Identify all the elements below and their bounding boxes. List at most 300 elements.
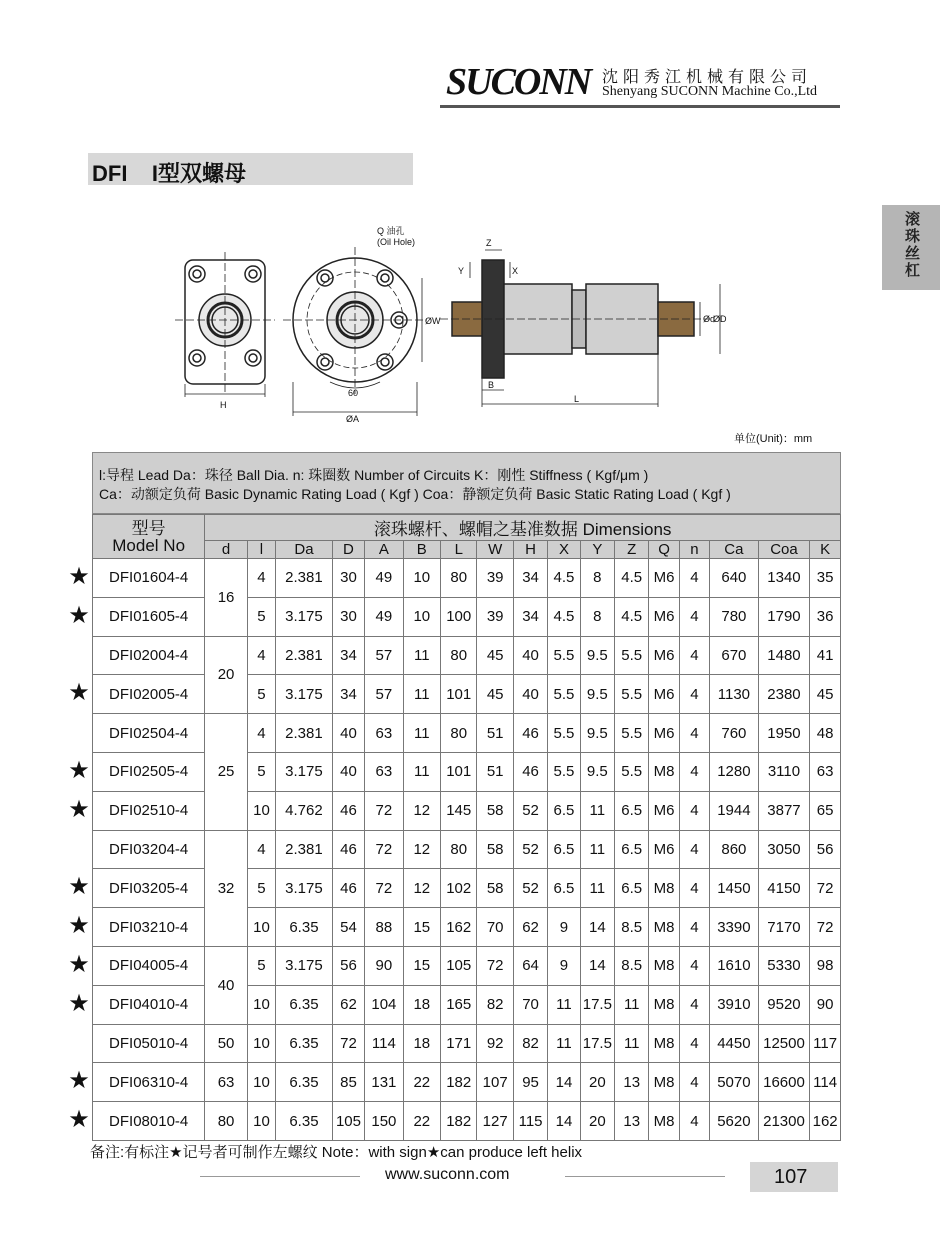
value-cell: 30 — [332, 597, 364, 636]
oil-hole-label-en: (Oil Hole) — [377, 237, 416, 247]
value-cell: 36 — [810, 597, 841, 636]
value-cell: 11 — [548, 985, 580, 1024]
value-cell: 105 — [332, 1102, 364, 1141]
d-cell: 32 — [205, 830, 247, 946]
table-row — [93, 1102, 841, 1141]
value-cell: M6 — [649, 714, 679, 753]
value-cell: 40 — [332, 714, 364, 753]
value-cell: 4 — [679, 559, 709, 598]
dim-outer-d-label: ØD — [713, 314, 727, 324]
value-cell: 114 — [365, 1024, 403, 1063]
value-cell: 115 — [513, 1102, 547, 1141]
value-cell: 4 — [679, 1063, 709, 1102]
value-cell: 15 — [403, 946, 440, 985]
value-cell: 72 — [810, 908, 841, 947]
value-cell: 10 — [247, 908, 275, 947]
value-cell: 8.5 — [615, 946, 649, 985]
value-cell: 14 — [548, 1063, 580, 1102]
footer-divider-right — [565, 1176, 725, 1177]
value-cell: 64 — [513, 946, 547, 985]
value-cell: 11 — [615, 1024, 649, 1063]
value-cell: 39 — [477, 559, 513, 598]
left-helix-star-icon: ★ — [68, 1106, 90, 1134]
nut-profile-view — [440, 250, 720, 407]
d-cell: 80 — [205, 1102, 247, 1141]
dim-d-label: Ød — [703, 314, 716, 324]
value-cell: 131 — [365, 1063, 403, 1102]
value-cell: 11 — [403, 714, 440, 753]
value-cell: 80 — [441, 830, 477, 869]
company-name-cn: 沈阳秀江机械有限公司 — [602, 67, 813, 86]
value-cell: 11 — [403, 636, 440, 675]
section-title-bar — [88, 153, 413, 185]
value-cell: 34 — [332, 636, 364, 675]
oil-hole-label-cn: Q 油孔 — [377, 226, 405, 236]
value-cell: 88 — [365, 908, 403, 947]
table-row — [93, 791, 841, 830]
table-row — [93, 752, 841, 791]
dim-l-label: L — [574, 394, 580, 404]
value-cell: M6 — [649, 636, 679, 675]
value-cell: 4 — [247, 714, 275, 753]
value-cell: 4 — [679, 908, 709, 947]
value-cell: 182 — [441, 1102, 477, 1141]
value-cell: 46 — [513, 714, 547, 753]
model-cell: DFI08010-4 — [93, 1102, 205, 1141]
d-cell: 16 — [205, 559, 247, 637]
value-cell: 5.5 — [615, 752, 649, 791]
value-cell: 72 — [332, 1024, 364, 1063]
value-cell: 12 — [403, 791, 440, 830]
value-cell: 54 — [332, 908, 364, 947]
value-cell: 63 — [810, 752, 841, 791]
table-row — [93, 908, 841, 947]
value-cell: 65 — [810, 791, 841, 830]
left-helix-star-icon: ★ — [68, 563, 90, 590]
value-cell: 9.5 — [580, 752, 614, 791]
value-cell: 5330 — [758, 946, 810, 985]
value-cell: 5 — [247, 752, 275, 791]
model-cell: DFI04010-4 — [93, 985, 205, 1024]
value-cell: M8 — [649, 946, 679, 985]
value-cell: 4 — [679, 1024, 709, 1063]
value-cell: 70 — [477, 908, 513, 947]
value-cell: 114 — [810, 1063, 841, 1102]
value-cell: 49 — [365, 559, 403, 598]
value-cell: 85 — [332, 1063, 364, 1102]
value-cell: 11 — [580, 791, 614, 830]
value-cell: 52 — [513, 830, 547, 869]
value-cell: 1610 — [710, 946, 759, 985]
value-cell: 101 — [441, 675, 477, 714]
value-cell: 6.5 — [615, 869, 649, 908]
technical-drawing — [170, 222, 730, 422]
value-cell: 14 — [580, 946, 614, 985]
value-cell: 3110 — [758, 752, 810, 791]
value-cell: 9.5 — [580, 675, 614, 714]
value-cell: 3.175 — [276, 946, 333, 985]
value-cell: 20 — [580, 1063, 614, 1102]
dim-x-label: X — [512, 266, 519, 276]
value-cell: 4 — [679, 985, 709, 1024]
value-cell: 6.5 — [548, 791, 580, 830]
value-cell: 72 — [365, 791, 403, 830]
value-cell: 127 — [477, 1102, 513, 1141]
value-cell: 52 — [513, 791, 547, 830]
company-logo — [442, 60, 842, 110]
table-row — [93, 714, 841, 753]
value-cell: 4 — [247, 830, 275, 869]
dim-z-label: Z — [486, 238, 492, 248]
value-cell: 6.5 — [548, 830, 580, 869]
value-cell: 1480 — [758, 636, 810, 675]
value-cell: 2.381 — [276, 714, 333, 753]
table-row — [93, 636, 841, 675]
value-cell: 11 — [580, 869, 614, 908]
table-row — [93, 675, 841, 714]
value-cell: 98 — [810, 946, 841, 985]
value-cell: 3877 — [758, 791, 810, 830]
value-cell: 72 — [477, 946, 513, 985]
model-cell: DFI03210-4 — [93, 908, 205, 947]
value-cell: M8 — [649, 908, 679, 947]
value-cell: 6.5 — [615, 830, 649, 869]
dim-60-label: 60 — [348, 388, 359, 398]
value-cell: 4 — [679, 1102, 709, 1141]
value-cell: 10 — [403, 597, 440, 636]
value-cell: 12 — [403, 869, 440, 908]
model-cell: DFI05010-4 — [93, 1024, 205, 1063]
value-cell: 40 — [513, 675, 547, 714]
value-cell: 35 — [810, 559, 841, 598]
model-cell: DFI02505-4 — [93, 752, 205, 791]
value-cell: 72 — [365, 830, 403, 869]
value-cell: 18 — [403, 1024, 440, 1063]
value-cell: 1280 — [710, 752, 759, 791]
model-header-en: Model No — [112, 535, 186, 555]
value-cell: 82 — [477, 985, 513, 1024]
value-cell: 41 — [810, 636, 841, 675]
column-header-13: n — [679, 541, 709, 559]
value-cell: 4.5 — [615, 559, 649, 598]
value-cell: 104 — [365, 985, 403, 1024]
column-header-3: D — [332, 541, 364, 559]
value-cell: 12500 — [758, 1024, 810, 1063]
value-cell: 640 — [710, 559, 759, 598]
value-cell: 34 — [513, 597, 547, 636]
value-cell: 10 — [247, 1102, 275, 1141]
value-cell: 11 — [403, 752, 440, 791]
value-cell: 670 — [710, 636, 759, 675]
value-cell: M8 — [649, 1024, 679, 1063]
value-cell: 4450 — [710, 1024, 759, 1063]
value-cell: 3.175 — [276, 597, 333, 636]
value-cell: 4 — [679, 597, 709, 636]
value-cell: 58 — [477, 791, 513, 830]
value-cell: 5 — [247, 675, 275, 714]
value-cell: 63 — [365, 714, 403, 753]
value-cell: M8 — [649, 985, 679, 1024]
value-cell: 20 — [580, 1102, 614, 1141]
value-cell: 5 — [247, 869, 275, 908]
spec-table — [92, 514, 841, 1141]
value-cell: 9 — [548, 908, 580, 947]
value-cell: M8 — [649, 752, 679, 791]
value-cell: 5.5 — [548, 636, 580, 675]
value-cell: 6.35 — [276, 908, 333, 947]
side-tab-label: 滚珠丝杠 — [903, 211, 920, 279]
table-row — [93, 1063, 841, 1102]
page-title: DFI I型双螺母 — [92, 161, 247, 186]
value-cell: 14 — [548, 1102, 580, 1141]
value-cell: 8 — [580, 597, 614, 636]
value-cell: 6.35 — [276, 1063, 333, 1102]
value-cell: 72 — [365, 869, 403, 908]
value-cell: 10 — [247, 1024, 275, 1063]
company-name-en: Shenyang SUCONN Machine Co.,Ltd — [602, 84, 818, 99]
value-cell: 1130 — [710, 675, 759, 714]
value-cell: 1790 — [758, 597, 810, 636]
value-cell: 40 — [332, 752, 364, 791]
value-cell: 46 — [332, 791, 364, 830]
legend-box — [92, 452, 841, 514]
footer-divider-left — [200, 1176, 360, 1177]
value-cell: 18 — [403, 985, 440, 1024]
value-cell: 56 — [332, 946, 364, 985]
value-cell: 11 — [580, 830, 614, 869]
dim-h-label: H — [220, 400, 227, 410]
value-cell: 5.5 — [548, 752, 580, 791]
value-cell: 5.5 — [615, 714, 649, 753]
value-cell: 21300 — [758, 1102, 810, 1141]
value-cell: 5.5 — [615, 675, 649, 714]
value-cell: 11 — [403, 675, 440, 714]
value-cell: 5070 — [710, 1063, 759, 1102]
value-cell: 2.381 — [276, 559, 333, 598]
column-header-8: H — [513, 541, 547, 559]
column-header-15: Coa — [758, 541, 810, 559]
value-cell: 171 — [441, 1024, 477, 1063]
model-cell: DFI02510-4 — [93, 791, 205, 830]
value-cell: 57 — [365, 675, 403, 714]
value-cell: 6.35 — [276, 985, 333, 1024]
value-cell: M8 — [649, 1102, 679, 1141]
column-header-16: K — [810, 541, 841, 559]
left-helix-star-icon: ★ — [68, 601, 90, 629]
d-cell: 63 — [205, 1063, 247, 1102]
value-cell: 100 — [441, 597, 477, 636]
value-cell: 46 — [332, 869, 364, 908]
value-cell: 40 — [513, 636, 547, 675]
value-cell: 2.381 — [276, 636, 333, 675]
value-cell: 4 — [247, 636, 275, 675]
value-cell: 2.381 — [276, 830, 333, 869]
value-cell: 95 — [513, 1063, 547, 1102]
value-cell: 34 — [332, 675, 364, 714]
value-cell: 150 — [365, 1102, 403, 1141]
value-cell: 107 — [477, 1063, 513, 1102]
value-cell: 117 — [810, 1024, 841, 1063]
value-cell: 90 — [365, 946, 403, 985]
value-cell: 13 — [615, 1063, 649, 1102]
model-cell: DFI02504-4 — [93, 714, 205, 753]
value-cell: 48 — [810, 714, 841, 753]
value-cell: 4 — [679, 675, 709, 714]
value-cell: M6 — [649, 559, 679, 598]
value-cell: 22 — [403, 1063, 440, 1102]
column-header-14: Ca — [710, 541, 759, 559]
value-cell: M6 — [649, 597, 679, 636]
legend-line-1: l:导程 Lead Da：珠径 Ball Dia. n: 珠圈数 Number of Circuits K：刚性 Stiffness ( Kgf/μm ) — [99, 467, 649, 483]
value-cell: 162 — [441, 908, 477, 947]
value-cell: 860 — [710, 830, 759, 869]
value-cell: 4 — [679, 946, 709, 985]
value-cell: 4 — [679, 869, 709, 908]
value-cell: 5.5 — [548, 714, 580, 753]
value-cell: 11 — [548, 1024, 580, 1063]
value-cell: 45 — [477, 675, 513, 714]
value-cell: 6.35 — [276, 1024, 333, 1063]
value-cell: 1340 — [758, 559, 810, 598]
value-cell: 51 — [477, 714, 513, 753]
value-cell: 105 — [441, 946, 477, 985]
value-cell: 70 — [513, 985, 547, 1024]
website-url: www.suconn.com — [385, 1166, 510, 1183]
model-cell: DFI01604-4 — [93, 559, 205, 598]
column-header-4: A — [365, 541, 403, 559]
table-row — [93, 597, 841, 636]
value-cell: 9520 — [758, 985, 810, 1024]
value-cell: 3.175 — [276, 752, 333, 791]
value-cell: 57 — [365, 636, 403, 675]
value-cell: 10 — [247, 791, 275, 830]
value-cell: 5620 — [710, 1102, 759, 1141]
value-cell: 162 — [810, 1102, 841, 1141]
value-cell: 39 — [477, 597, 513, 636]
value-cell: 10 — [403, 559, 440, 598]
table-row — [93, 830, 841, 869]
value-cell: 49 — [365, 597, 403, 636]
value-cell: 3910 — [710, 985, 759, 1024]
value-cell: 5.5 — [615, 636, 649, 675]
value-cell: 9.5 — [580, 714, 614, 753]
table-row — [93, 869, 841, 908]
dimensions-group-header: 滚珠螺杆、螺帽之基准数据 Dimensions — [205, 515, 841, 541]
value-cell: 101 — [441, 752, 477, 791]
value-cell: 1450 — [710, 869, 759, 908]
value-cell: 80 — [441, 636, 477, 675]
column-header-10: Y — [580, 541, 614, 559]
value-cell: 46 — [332, 830, 364, 869]
value-cell: M8 — [649, 1063, 679, 1102]
model-cell: DFI04005-4 — [93, 946, 205, 985]
d-cell: 50 — [205, 1024, 247, 1063]
table-row — [93, 1024, 841, 1063]
column-header-1: l — [247, 541, 275, 559]
value-cell: 30 — [332, 559, 364, 598]
value-cell: 9 — [548, 946, 580, 985]
value-cell: 12 — [403, 830, 440, 869]
value-cell: 4150 — [758, 869, 810, 908]
value-cell: 82 — [513, 1024, 547, 1063]
value-cell: 80 — [441, 559, 477, 598]
model-cell: DFI02005-4 — [93, 675, 205, 714]
dim-y-label: Y — [458, 266, 465, 276]
value-cell: 780 — [710, 597, 759, 636]
value-cell: 6.5 — [548, 869, 580, 908]
model-cell: DFI03204-4 — [93, 830, 205, 869]
value-cell: 34 — [513, 559, 547, 598]
column-header-9: X — [548, 541, 580, 559]
table-row — [93, 946, 841, 985]
page-number: 107 — [774, 1166, 808, 1188]
column-header-6: L — [441, 541, 477, 559]
value-cell: 9.5 — [580, 636, 614, 675]
model-cell: DFI03205-4 — [93, 869, 205, 908]
value-cell: 4 — [679, 714, 709, 753]
value-cell: 8 — [580, 559, 614, 598]
value-cell: 4 — [679, 791, 709, 830]
value-cell: 22 — [403, 1102, 440, 1141]
left-helix-star-icon: ★ — [68, 873, 90, 901]
value-cell: 10 — [247, 985, 275, 1024]
value-cell: 4.762 — [276, 791, 333, 830]
value-cell: 62 — [332, 985, 364, 1024]
column-header-2: Da — [276, 541, 333, 559]
value-cell: 58 — [477, 869, 513, 908]
side-tab — [882, 205, 940, 290]
model-cell: DFI01605-4 — [93, 597, 205, 636]
flange-side-view — [175, 252, 275, 397]
value-cell: 2380 — [758, 675, 810, 714]
value-cell: 4 — [679, 752, 709, 791]
logo-text: SUCONN — [446, 61, 591, 103]
left-helix-star-icon: ★ — [68, 912, 90, 940]
value-cell: 4 — [247, 559, 275, 598]
model-cell: DFI06310-4 — [93, 1063, 205, 1102]
value-cell: 7170 — [758, 908, 810, 947]
column-header-12: Q — [649, 541, 679, 559]
left-helix-star-icon: ★ — [68, 795, 90, 823]
model-header — [93, 515, 205, 559]
value-cell: 10 — [247, 1063, 275, 1102]
header-divider — [440, 105, 840, 108]
dim-b-label: B — [488, 380, 495, 390]
column-header-0: d — [205, 541, 247, 559]
column-header-5: B — [403, 541, 440, 559]
value-cell: 6.5 — [615, 791, 649, 830]
value-cell: 45 — [810, 675, 841, 714]
column-header-7: W — [477, 541, 513, 559]
value-cell: 92 — [477, 1024, 513, 1063]
value-cell: 58 — [477, 830, 513, 869]
value-cell: M6 — [649, 675, 679, 714]
dim-a-label: ØA — [346, 414, 360, 422]
value-cell: 4 — [679, 830, 709, 869]
value-cell: 56 — [810, 830, 841, 869]
value-cell: 1944 — [710, 791, 759, 830]
dim-w-label: ØW — [425, 316, 441, 326]
value-cell: 62 — [513, 908, 547, 947]
value-cell: 16600 — [758, 1063, 810, 1102]
value-cell: 52 — [513, 869, 547, 908]
legend-line-2: Ca：动额定负荷 Basic Dynamic Rating Load ( Kgf ) Coa：静额定负荷 Basic Static Rating Load ( Kgf ) — [99, 486, 731, 502]
value-cell: 760 — [710, 714, 759, 753]
value-cell: 51 — [477, 752, 513, 791]
value-cell: 46 — [513, 752, 547, 791]
value-cell: 4.5 — [615, 597, 649, 636]
value-cell: 3050 — [758, 830, 810, 869]
